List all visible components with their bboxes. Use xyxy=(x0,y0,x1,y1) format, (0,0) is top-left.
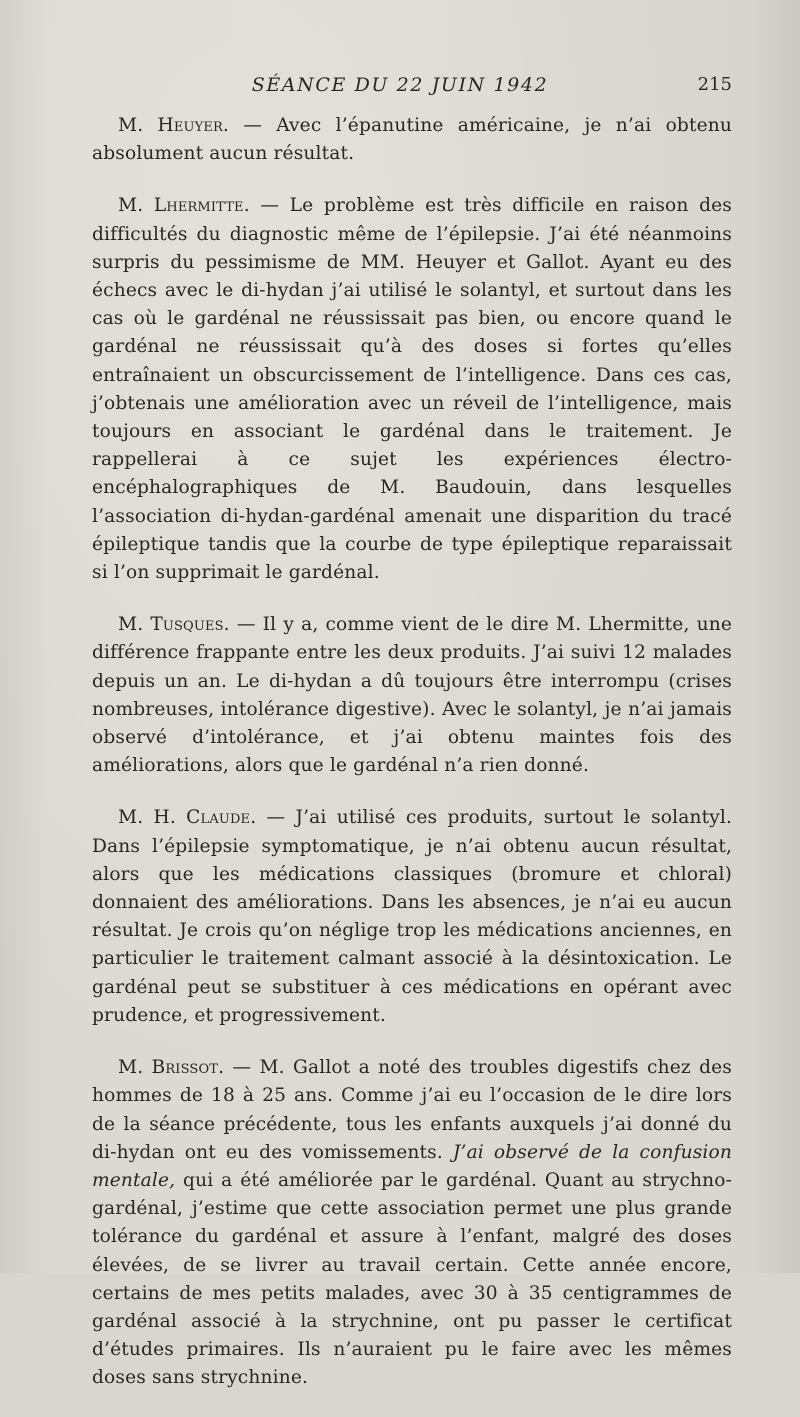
emphasis-text: J’ai observé de la confusion mentale, xyxy=(92,1141,732,1191)
paragraph-heuyer xyxy=(92,112,732,168)
paragraph-text: M. Gallot a noté des troubles digestifs chez des hommes de 18 à 25 ans. Comme j’ai eu l’occasion de le dire lors de la séance précédente, tous les enfants auxquels j’ai donné du di-hydan ont eu des vomissements. xyxy=(92,1057,732,1163)
speaker-prefix: M. xyxy=(118,195,154,217)
speaker-dash: . — xyxy=(222,115,277,136)
paragraph-text: Avec l’épanutine américaine, je n’ai obtenu absolument aucun résultat. xyxy=(92,115,732,165)
paragraph-text: Le problème est très difficile en raison des difficultés du diagnostic même de l’épilepsie. J’ai été néanmoins surpris du pessimisme de MM. Heuyer et Gallot. Ayant eu des échecs avec le di-hydan j’ai utilisé le solantyl, et surtout dans les cas où le gardénal ne réussissait pas bien, ou encore quand le gardénal ne réussissait qu’à des doses si fortes qu’elles entraînaient un obscurcissement de l’intelligence. Dans ces cas, j’obtenais une amélioration avec un réveil de l’intelligence, mais toujours en associant le gardénal dans le traitement. Je rappellerai à ce sujet les expériences électro-encéphalographiques de M. Baudouin, dans lesquelles l’association di-hydan-gardénal amenait une disparition du tracé épileptique tandis que la courbe de type épileptique reparaissait si l’on supprimait le gardénal. xyxy=(92,195,732,584)
speaker-prefix: M. xyxy=(118,1057,152,1079)
paragraph-text-after: qui a été améliorée par le gardénal. Quant au strychno-gardénal, j’estime que cette association permet une plus grande tolérance du gardénal et assure à l’enfant, malgré des doses élevées, de se livrer au travail certain. Cette année encore, certains de mes petits malades, avec 30 à 35 centigrammes de gardénal associé à la strychnine, ont pu passer le certificat d’études primaires. Ils n’auraient pu le faire avec les mêmes doses sans strychnine. xyxy=(92,1169,732,1389)
paragraph-brissot xyxy=(92,1054,732,1392)
page-number: 215 xyxy=(697,74,732,95)
speaker-dash: . — xyxy=(243,195,290,217)
paragraph-tusques xyxy=(92,611,732,780)
speaker-dash: . — xyxy=(223,614,263,636)
speaker-dash: . — xyxy=(218,1057,260,1079)
speaker-prefix: M. H. xyxy=(118,807,187,829)
speaker-name: Claude xyxy=(186,807,251,829)
speaker-prefix: M. xyxy=(118,115,158,136)
speaker-name: Lhermitte xyxy=(153,195,244,217)
paragraph-text: Il y a, comme vient de le dire M. Lhermitte, une différence frappante entre les deux produits. J’ai suivi 12 malades depuis un an. Le di-hydan a dû toujours être interrompu (crises nombreuses, intolérance digestive). Avec le solantyl, je n’ai jamais observé d’intolérance, et j’ai obtenu maintes fois des améliorations, alors que le gardénal n’a rien donné. xyxy=(92,614,732,777)
speaker-name: Heuyer xyxy=(157,115,223,136)
speaker-dash: . — xyxy=(250,807,296,829)
running-title: SÉANCE DU 22 JUIN 1942 xyxy=(251,74,549,96)
speaker-name: Tusques xyxy=(150,614,224,636)
speaker-prefix: M. xyxy=(118,614,151,636)
speaker-name: Brissot xyxy=(151,1057,219,1079)
paragraph-lhermitte xyxy=(92,192,732,587)
paragraph-claude xyxy=(92,804,732,1030)
body-text xyxy=(92,112,732,1417)
paragraph-text: J’ai utilisé ces produits, surtout le solantyl. Dans l’épilepsie symptomatique, je n’ai obtenu aucun résultat, alors que les médications classiques (bromure et chloral) donnaient des améliorations. Dans les absences, je n’ai eu aucun résultat. Je crois qu’on néglige trop les médications anciennes, en particulier le traitement calmant associé à la désintoxication. Le gardénal peut se substituer à ces médications en opérant avec prudence, et progressivement. xyxy=(92,807,733,1026)
page-header xyxy=(0,74,800,98)
